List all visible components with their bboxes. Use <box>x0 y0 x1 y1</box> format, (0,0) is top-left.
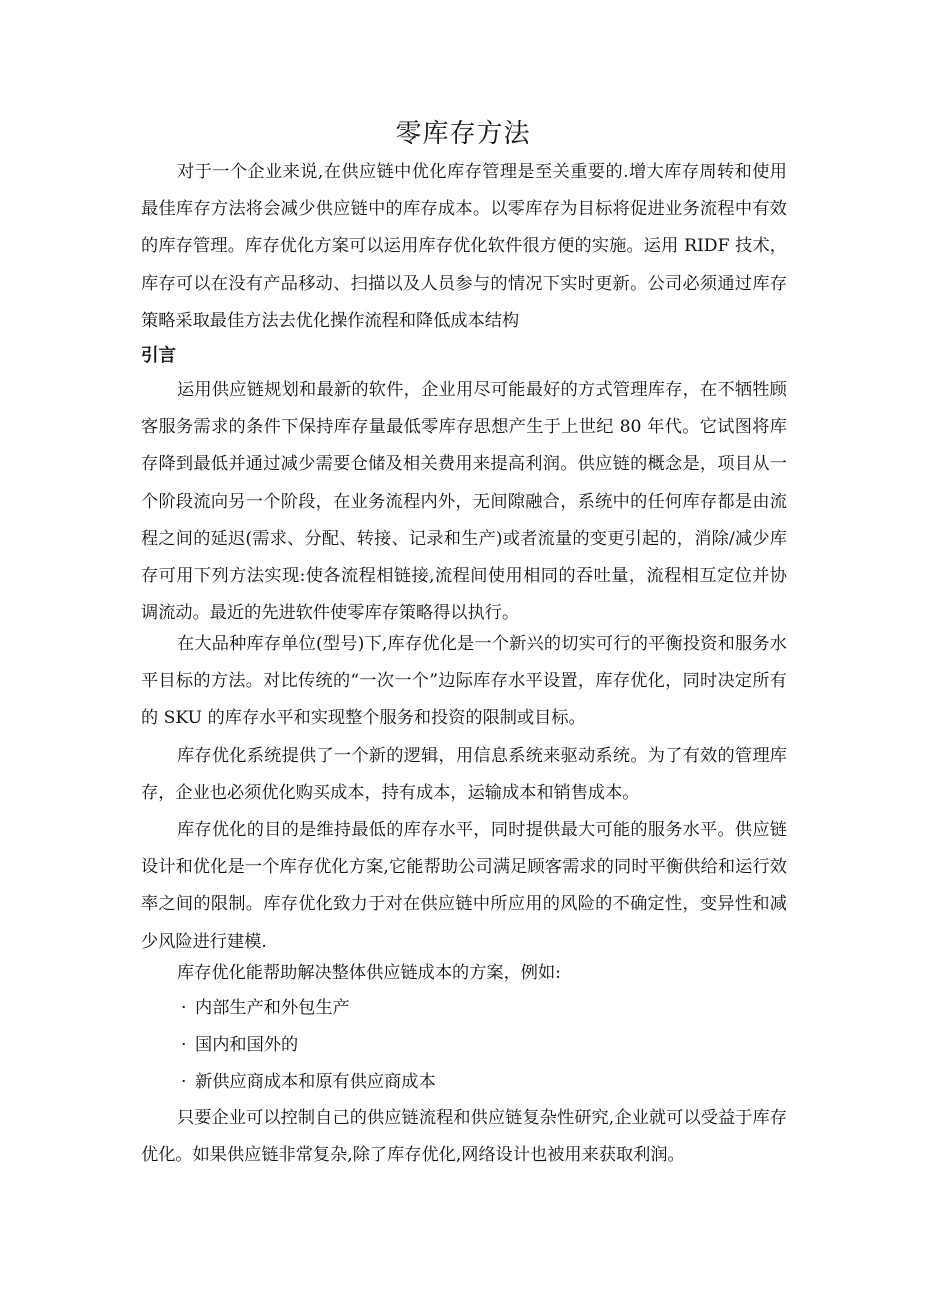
intro-paragraph-5: 库存优化能帮助解决整体供应链成本的方案，例如: <box>177 963 561 983</box>
section-heading-introduction: 引言 <box>141 346 176 366</box>
list-item-text: 内部生产和外包生产 <box>195 998 350 1018</box>
document-title: 零库存方法 <box>395 119 531 149</box>
intro-paragraph-2: 在大品种库存单位(型号)下,库存优化是一个新兴的切实可行的平衡投资和服务水平目标的方法。对比传统的“一次一个”边际库存水平设置，库存优化，同时决定所有的 SKU 的库存水平和实现整个服务和投资的限制或目标。 <box>141 634 787 729</box>
conclusion-paragraph: 只要企业可以控制自己的供应链流程和供应链复杂性研究,企业就可以受益于库存优化。如果供应链非常复杂,除了库存优化,网络设计也被用来获取利润。 <box>141 1108 787 1166</box>
bullet-icon: · <box>181 998 187 1018</box>
list-item <box>181 990 350 1027</box>
intro-paragraph-3: 库存优化系统提供了一个新的逻辑，用信息系统来驱动系统。为了有效的管理库存，企业也必须优化购买成本，持有成本，运输成本和销售成本。 <box>141 746 787 804</box>
list-item-text: 新供应商成本和原有供应商成本 <box>195 1072 436 1092</box>
intro-paragraph-1: 运用供应链规划和最新的软件，企业用尽可能最好的方式管理库存，在不牺牲顾客服务需求的条件下保持库存量最低零库存思想产生于上世纪 80 年代。它试图将库存降到最低并通过减少需要仓储及相关费用来提高利润。供应链的概念是，项目从一个阶段流向另一个阶段，在业务流程内外，无间隙融合，系统中的任何库存都是由流程之间的延迟(需求、分配、转接、记录和生产)或者流量的变更引起的，消除/减少库存可用下列方法实现:使各流程相链接,流程间使用相同的吞吐量，流程相互定位并协调流动。最近的先进软件使零库存策略得以执行。 <box>141 380 787 624</box>
list-item-text: 国内和国外的 <box>195 1035 299 1055</box>
bullet-icon: · <box>181 1035 187 1055</box>
list-item <box>181 1064 436 1101</box>
bullet-icon: · <box>181 1072 187 1092</box>
intro-paragraph-4: 库存优化的目的是维持最低的库存水平，同时提供最大可能的服务水平。供应链设计和优化是一个库存优化方案,它能帮助公司满足顾客需求的同时平衡供给和运行效率之间的限制。库存优化致力于对在供应链中所应用的风险的不确定性，变异性和减少风险进行建模. <box>141 820 787 952</box>
abstract-paragraph: 对于一个企业来说,在供应链中优化库存管理是至关重要的.增大库存周转和使用最佳库存方法将会减少供应链中的库存成本。以零库存为目标将促进业务流程中有效的库存管理。库存优化方案可以运用库存优化软件很方便的实施。运用 RIDF 技术，库存可以在没有产品移动、扫描以及人员参与的情况下实时更新。公司必须通过库存策略采取最佳方法去优化操作流程和降低成本结构 <box>141 162 787 331</box>
list-item <box>181 1027 298 1064</box>
